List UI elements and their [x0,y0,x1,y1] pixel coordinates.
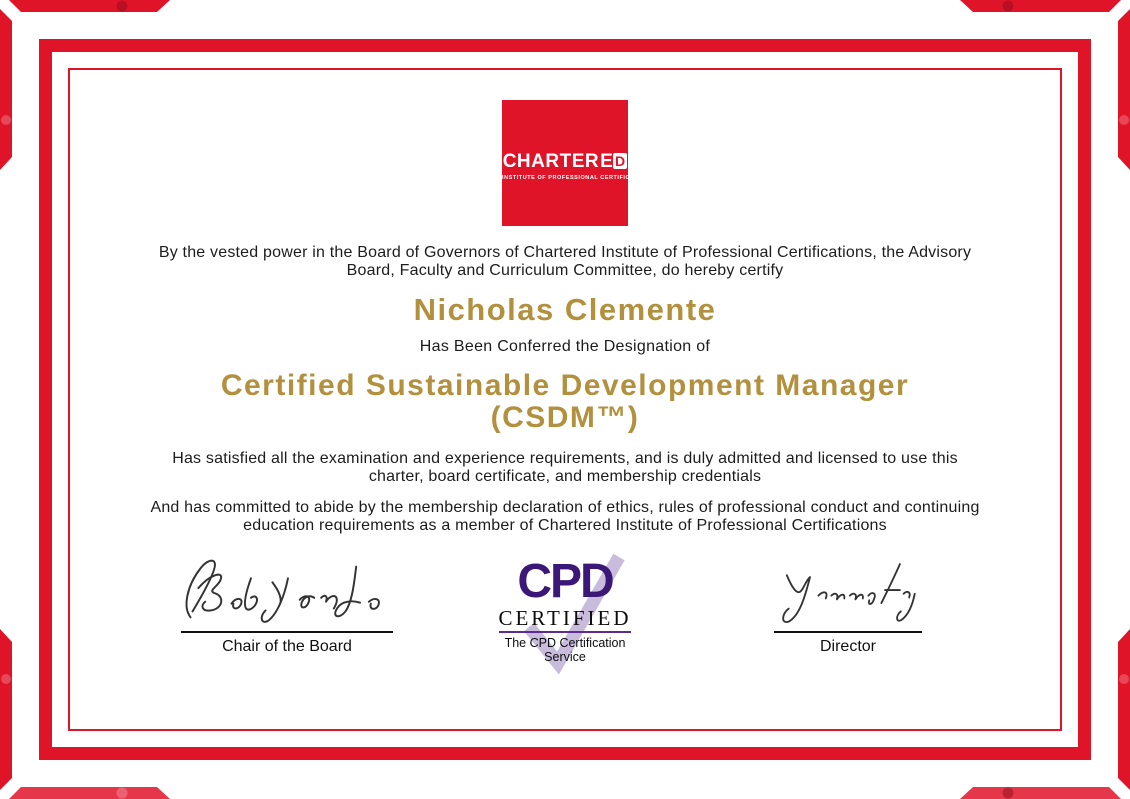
chartered-institute-logo [502,100,654,226]
recipient-name: Nicholas Clemente [413,292,717,327]
signature-row [70,553,1060,678]
logo-wordmark: CHARTERE D [502,151,626,172]
cpd-acronym: CPD [517,555,613,608]
conferred-text: Has Been Conferred the Designation of [419,338,711,355]
chair-signature-line [181,631,393,633]
cpd-certified-logo [490,553,640,678]
cpd-service-line2: Service [544,650,586,664]
cpd-service-line1: The CPD Certification [504,636,626,650]
statement-requirements: Has satisfied all the examination and experience requirements, and is duly admitted and licensed to use this charter, board certificate, and membership credentials [172,450,958,485]
chair-title: Chair of the Board [222,638,352,655]
cpd-certified-text: CERTIFIED [498,606,632,630]
designation-title: Certified Sustainable Development Manager (CSDM™) [220,369,910,434]
signature-block-chair [173,553,401,656]
signature-block-director [748,553,948,656]
intro-text: By the vested power in the Board of Governors of Chartered Institute of Professional Certifications, the Advisory Board, Faculty and Curriculum Committee, do hereby certify [158,244,972,279]
statement-ethics: And has committed to abide by the membership declaration of ethics, rules of professional conduct and continuing education requirements as a member of Chartered Institute of Professional Certifications [150,499,980,534]
director-title: Director [819,638,876,655]
logo-d-badge: D [614,153,626,169]
director-signature-line [774,631,922,633]
cpd-underline [499,631,631,633]
director-signature [758,553,938,629]
logo-subtitle: INSTITUTE OF PROFESSIONAL CERTIFICATIONS [502,175,654,181]
chair-signature [173,553,401,629]
certificate-content [70,70,1060,729]
